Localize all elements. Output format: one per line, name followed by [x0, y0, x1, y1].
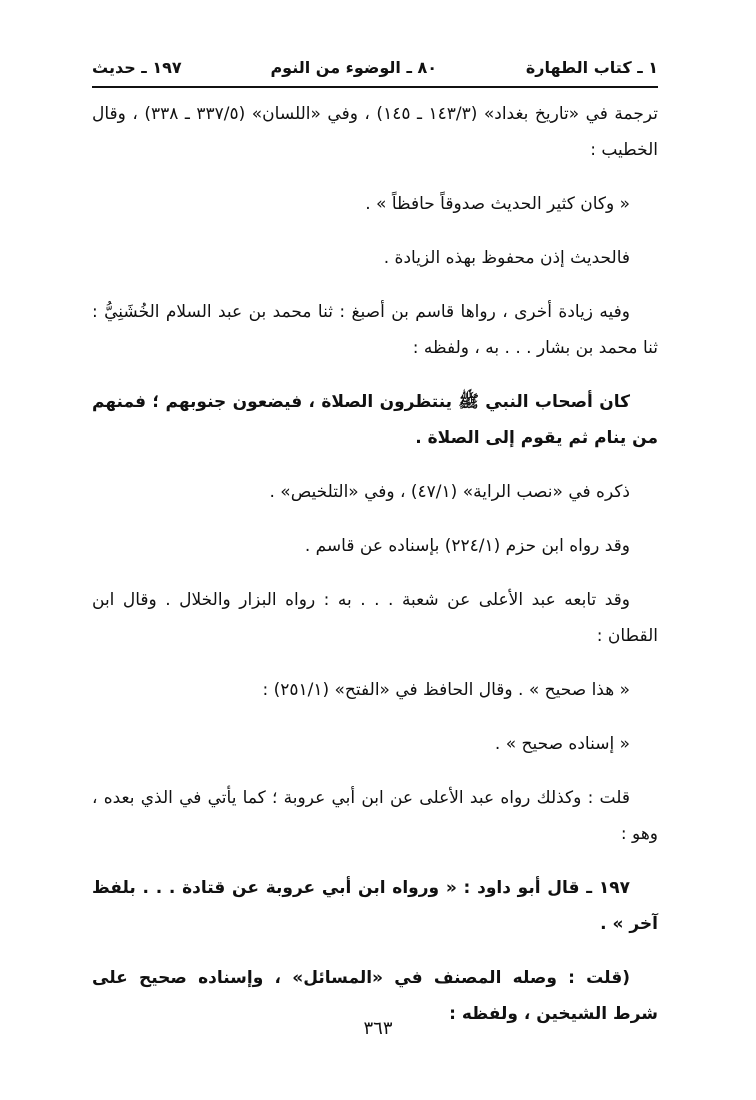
quote-khatib: « وكان كثير الحديث صدوقاً حافظاً » . [365, 194, 630, 214]
page-number: ٣٦٣ [363, 1018, 393, 1039]
page-body [92, 96, 658, 1050]
header-hadith-number: ١٩٧ ـ حديث [92, 57, 182, 77]
paragraph-additional-narration: وفيه زيادة أخرى ، رواها قاسم بن أصبغ : ثنا محمد بن عبد السلام الخُشَنِيُّ : ثنا محمد بن بشار . . . به ، ولفظه : [92, 302, 658, 358]
paragraph-citation-nasb: ذكره في «نصب الراية» (٤٧/١) ، وفي «التلخيص» . [269, 482, 630, 502]
quote-ibn-qattan: « هذا صحيح » . وقال الحافظ في «الفتح» (٢٥١/١) : [262, 680, 630, 700]
quote-hadith-text: كان أصحاب النبي ﷺ ينتظرون الصلاة ، فيضعون جنوبهم ؛ فمنهم من ينام ثم يقوم إلى الصلاة . [92, 392, 658, 448]
running-header [92, 50, 658, 84]
paragraph-ibn-hazm: وقد رواه ابن حزم (٢٢٤/١) بإسناده عن قاسم . [304, 536, 630, 556]
header-chapter-title: ٨٠ ـ الوضوء من النوم [270, 57, 438, 77]
paragraph-conclusion: فالحديث إذن محفوظ بهذه الزيادة . [383, 248, 630, 268]
quote-isnad-sahih: « إسناده صحيح » . [494, 734, 630, 754]
paragraph-author-comment: (قلت : وصله المصنف في «المسائل» ، وإسناده صحيح على شرط الشيخين ، ولفظه : [92, 968, 658, 1024]
header-book-title: ١ ـ كتاب الطهارة [525, 57, 658, 77]
hadith-197-heading: ١٩٧ ـ قال أبو داود : « ورواه ابن أبي عروبة عن قتادة . . . بلفظ آخر » . [92, 878, 658, 934]
paragraph-author-note: قلت : وكذلك رواه عبد الأعلى عن ابن أبي عروبة ؛ كما يأتي في الذي بعده ، وهو : [92, 788, 658, 844]
paragraph-corroboration: وقد تابعه عبد الأعلى عن شعبة . . . به : رواه البزار والخلال . وقال ابن القطان : [92, 590, 658, 646]
header-divider [92, 86, 658, 88]
paragraph-biography: ترجمة في «تاريخ بغداد» (١٤٣/٣ ـ ١٤٥) ، وفي «اللسان» (٣٣٧/٥ ـ ٣٣٨) ، وقال الخطيب : [92, 104, 658, 160]
